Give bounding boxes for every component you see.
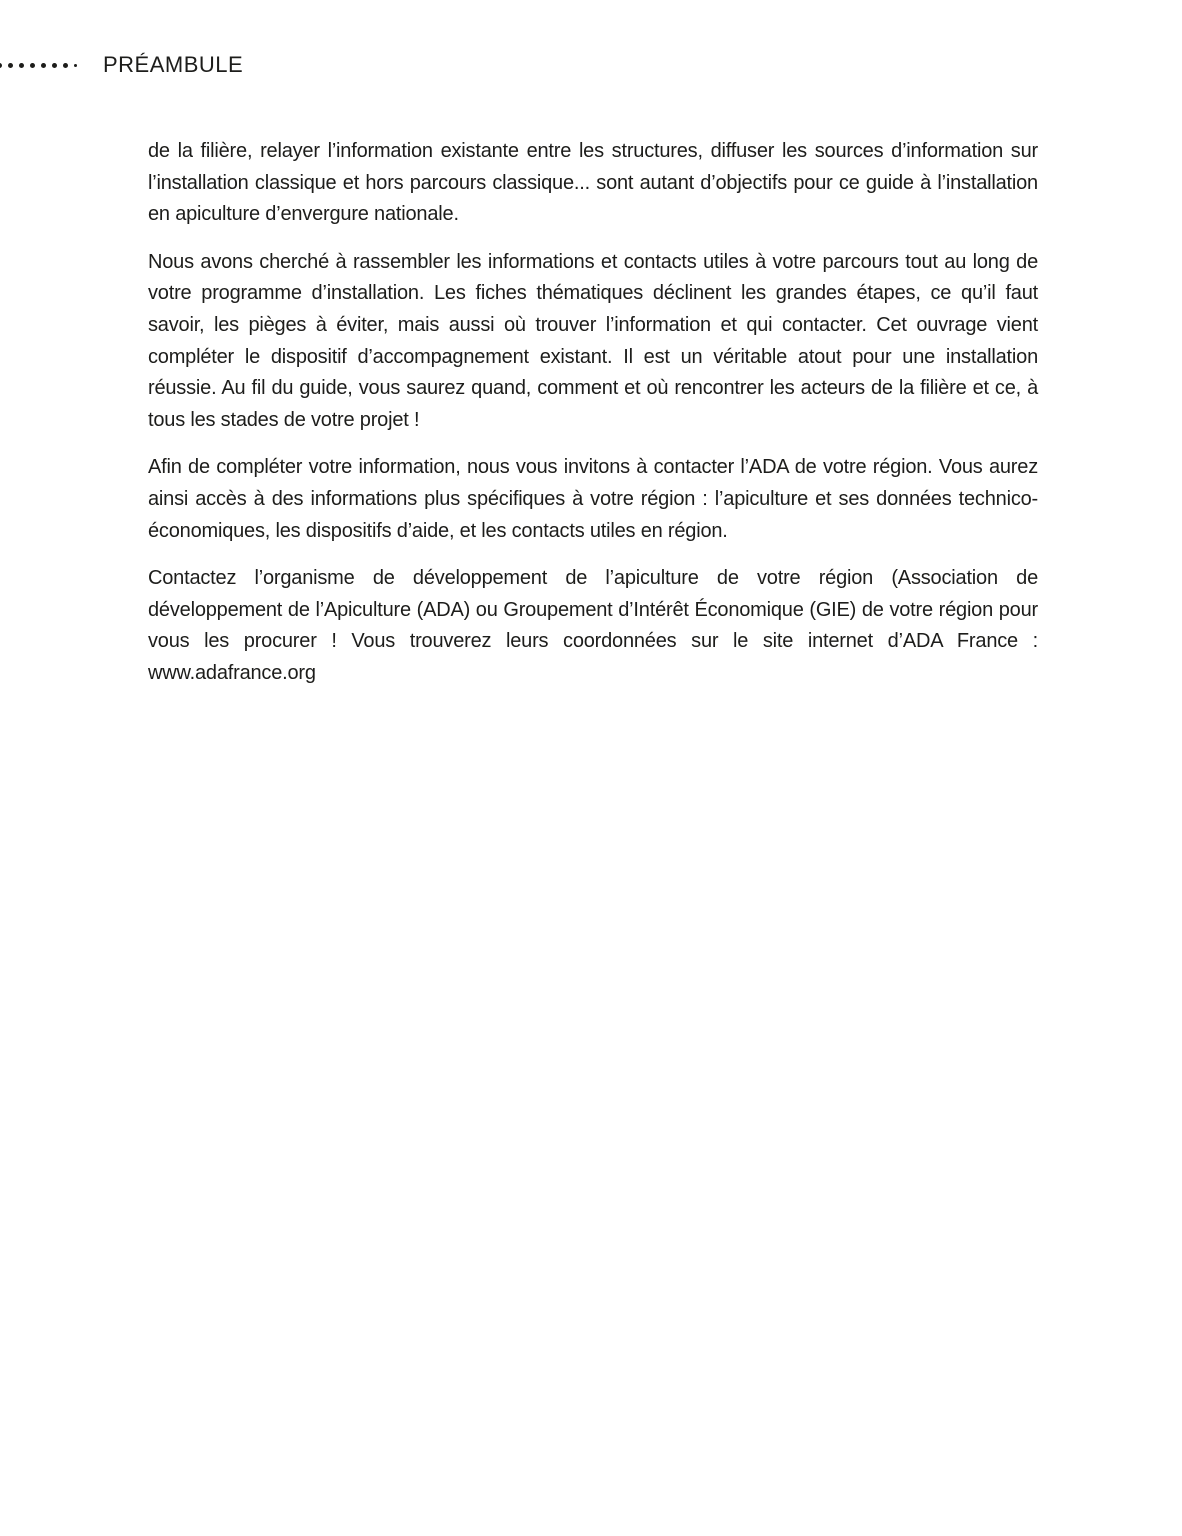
- paragraph-3: Afin de compléter votre information, nous vous invitons à contacter l’ADA de votre région. Vous aurez ainsi accès à des informations plus spécifiques à votre région : l’apiculture et ses données technico-économiques, les dispositifs d’aide, et les contacts utiles en région.: [148, 456, 1038, 542]
- bullet-dot-icon: [74, 64, 77, 67]
- paragraph-2: Nous avons cherché à rassembler les informations et contacts utiles à votre parcours tout au long de votre programme d’installation. Les fiches thématiques déclinent les grandes étapes, ce qu’il faut savoir, les pièges à éviter, mais aussi où trouver l’information et qui contacter. Cet ouvrage vient compléter le dispositif d’accompagnement existant. Il est un véritable atout pour une installation réussie. Au fil du guide, vous saurez quand, comment et où rencontrer les acteurs de la filière et ce, à tous les stades de votre projet !: [148, 250, 1038, 431]
- paragraph-4: Contactez l’organisme de développement de l’apiculture de votre région (Association de développement de l’Apiculture (ADA) ou Groupement d’Intérêt Économique (GIE) de votre région pour vous les procurer ! Vous trouverez leurs coordonnées sur le site internet d’ADA France : www.adafrance.org: [148, 567, 1038, 684]
- page-title: PRÉAMBULE: [103, 52, 244, 77]
- bullet-dot-icon: [63, 63, 68, 68]
- body-text: [148, 136, 1038, 706]
- bullet-dot-icon: [30, 63, 35, 68]
- header-dots-decoration: [0, 63, 83, 68]
- bullet-dot-icon: [19, 63, 24, 68]
- bullet-dot-icon: [41, 63, 46, 68]
- section-header: [0, 52, 243, 78]
- bullet-dot-icon: [8, 63, 13, 68]
- bullet-dot-icon: [52, 63, 57, 68]
- paragraph-1: de la filière, relayer l’information existante entre les structures, diffuser les sources d’information sur l’installation classique et hors parcours classique... sont autant d’objectifs pour ce guide à l’installation en apiculture d’envergure nationale.: [148, 140, 1038, 226]
- bullet-dot-icon: [0, 63, 2, 68]
